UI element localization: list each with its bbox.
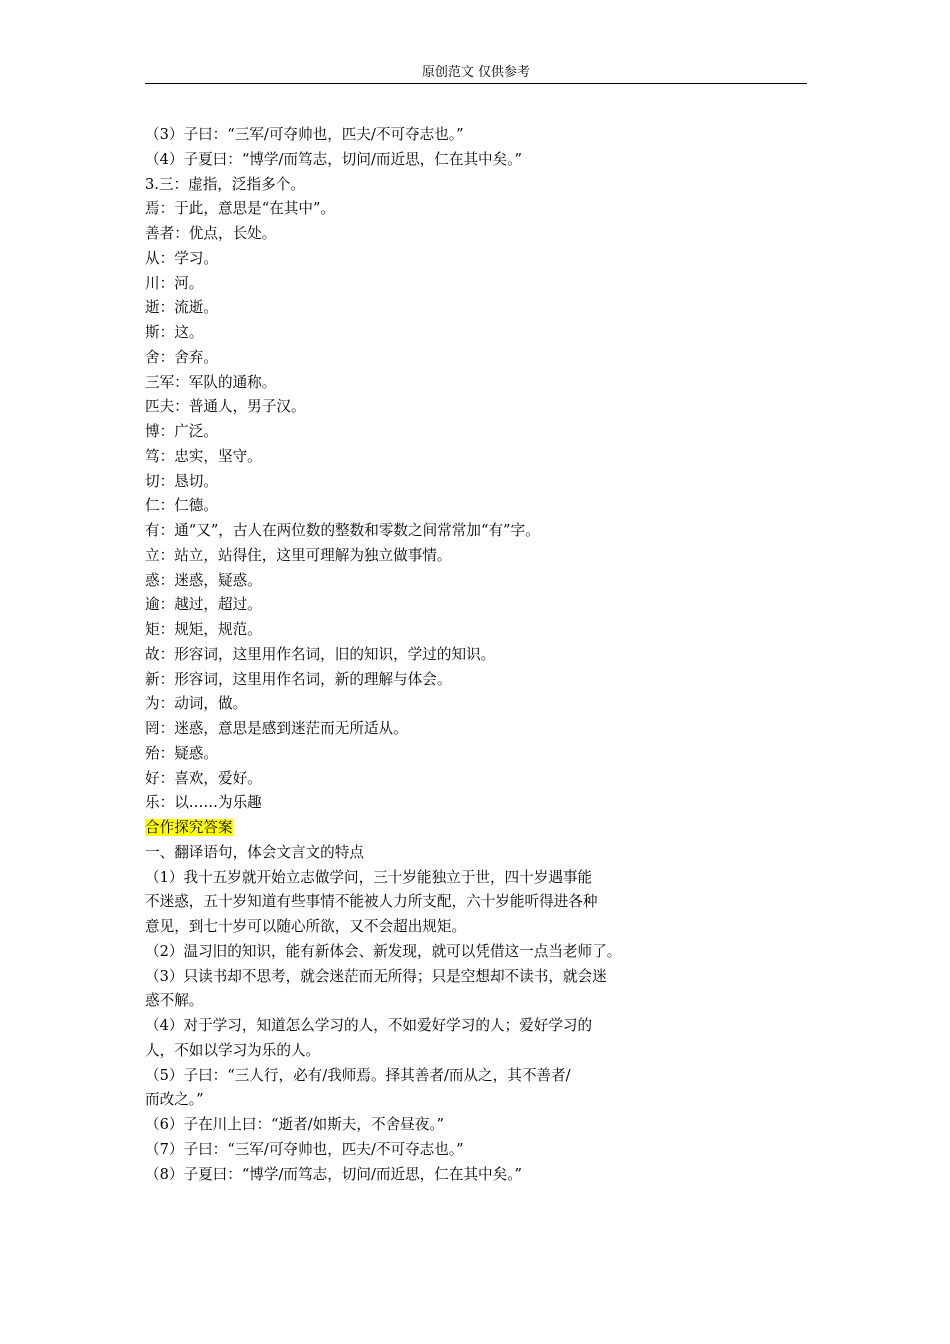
text-line — [145, 148, 785, 173]
text-line: 惑不解。 — [145, 992, 204, 1010]
text-line: 立：站立，站得住，这里可理解为独立做事情。 — [145, 546, 452, 564]
text-line: 殆：疑惑。 — [145, 744, 218, 762]
text-line: 好：喜欢，爱好。 — [145, 769, 262, 787]
page-header: 原创范文 仅供参考 — [421, 65, 531, 80]
text-line: 矩：规矩，规范。 — [145, 621, 262, 638]
text-line: 川：河。 — [145, 274, 204, 292]
text-line: 三军：军队的通称。 — [145, 373, 277, 391]
text-line: 为：动词，做。 — [145, 695, 248, 713]
section-heading-line — [145, 816, 785, 841]
text-line: （5）子曰：“三人行，必有/我师焉。择其善者/而从之，其不善者/ — [145, 1066, 571, 1084]
text-line: （4）对于学习，知道怎么学习的人，不如爱好学习的人；爱好学习的 — [145, 1017, 593, 1034]
text-line: 罔：迷惑，意思是感到迷茫而无所适从。 — [145, 720, 408, 737]
text-line: 惑：迷惑，疑惑。 — [145, 571, 262, 589]
text-line: 博：广泛。 — [145, 423, 218, 440]
text-line: （7）子曰：“三军/可夺帅也，匹夫/不可夺志也。” — [145, 1140, 464, 1158]
text-line: 斯：这。 — [145, 324, 204, 341]
text-line: （2）温习旧的知识，能有新体会、新发现，就可以凭借这一点当老师了。 — [145, 942, 622, 960]
text-line: 不迷惑，五十岁知道有些事情不能被人力所支配，六十岁能听得进各种 — [145, 893, 598, 911]
text-line: 新：形容词，这里用作名词，新的理解与体会。 — [145, 670, 452, 688]
text-line: 意见，到七十岁可以随心所欲，又不会超出规矩。 — [145, 918, 467, 935]
text-line: 逝：流逝。 — [145, 299, 218, 317]
text-line: （8）子夏曰：“博学/而笃志，切问/而近思，仁在其中矣。” — [145, 1165, 522, 1183]
text-line: 舍：舍弃。 — [145, 348, 218, 366]
header-divider — [145, 83, 807, 84]
text-line: 逾：越过，超过。 — [145, 596, 262, 614]
text-line: 仁：仁德。 — [145, 497, 218, 515]
text-line: （3）只读书却不思考，就会迷茫而无所得；只是空想却不读书，就会迷 — [145, 967, 607, 985]
text-line: 一、翻译语句，体会文言文的特点 — [145, 843, 364, 861]
text-line: （3）子曰：“三军/可夺帅也，匹夫/不可夺志也。” — [145, 126, 464, 143]
document-body — [145, 123, 785, 1187]
section-heading-highlighted: 合作探究答案 — [145, 819, 233, 836]
text-line: 焉：于此，意思是“在其中”。 — [145, 200, 336, 218]
text-line: 故：形容词，这里用作名词，旧的知识，学过的知识。 — [145, 645, 496, 663]
text-line: 有：通“又”，古人在两位数的整数和零数之间常常加“有”字。 — [145, 522, 540, 539]
text-line: 匹夫：普通人，男子汉。 — [145, 398, 306, 416]
text-line: 切：恳切。 — [145, 472, 218, 490]
text-line: 乐：以……为乐趣 — [145, 794, 262, 812]
text-line: （6）子在川上曰：“逝者/如斯夫，不舍昼夜。” — [145, 1116, 445, 1133]
text-line: 人，不如以学习为乐的人。 — [145, 1041, 321, 1059]
text-line: （1）我十五岁就开始立志做学问，三十岁能独立于世，四十岁遇事能 — [145, 868, 593, 886]
text-line: 善者：优点，长处。 — [145, 225, 277, 242]
text-line: 笃：忠实，坚守。 — [145, 447, 262, 465]
text-line: 而改之。” — [145, 1091, 204, 1109]
text-segment: （4）子夏曰：“博学/而笃志，切问/而近思，仁在其中矣。” — [145, 150, 522, 168]
text-line: 3.三：虚指，泛指多个。 — [145, 175, 305, 193]
text-line: 从：学习。 — [145, 249, 218, 267]
